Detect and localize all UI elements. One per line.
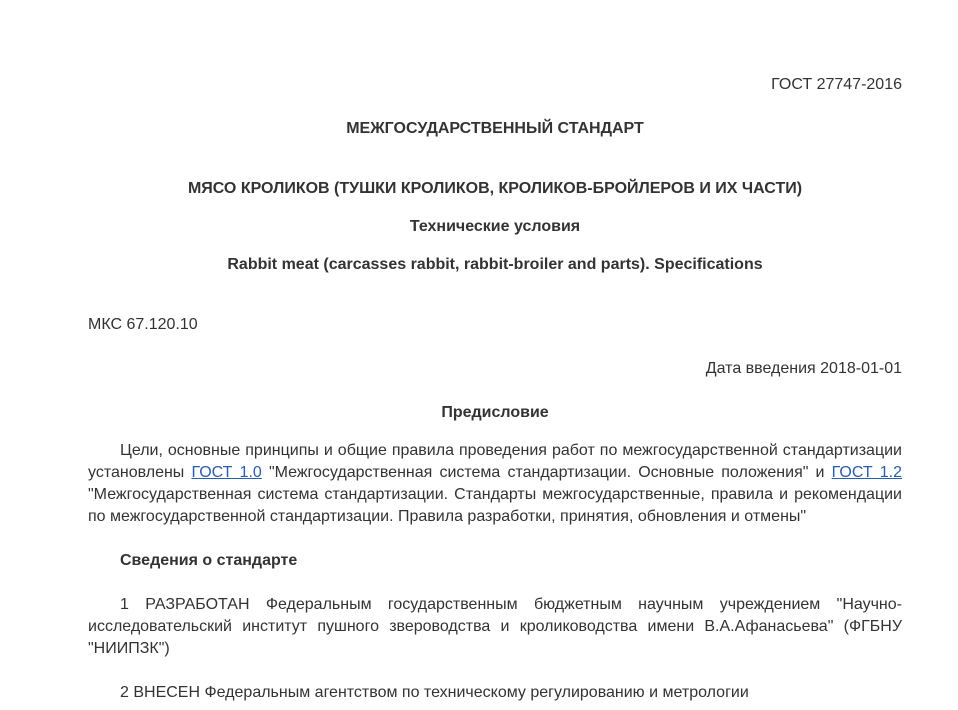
info-heading: Сведения о стандарте <box>120 552 298 569</box>
foreword-text-1: Цели, основные принципы и общие правила проведения работ по межгосударственной стандартизации установлены <box>88 442 902 481</box>
foreword-heading: Предисловие <box>441 404 549 421</box>
info-item-1: 1 РАЗРАБОТАН Федеральным государственным бюджетным научным учреждением "Научно-исследовательский институт пушного звероводства и кролиководства имени В.А.Афанасьева" (ФГБНУ "НИИПЗК") <box>88 596 902 657</box>
document-title: МЯСО КРОЛИКОВ (ТУШКИ КРОЛИКОВ, КРОЛИКОВ-БРОЙЛЕРОВ И ИХ ЧАСТИ) <box>187 180 803 197</box>
document-subtitle: Технические условия <box>409 218 581 235</box>
mks-code: МКС 67.120.10 <box>88 316 198 333</box>
info-item-2: 2 ВНЕСЕН Федеральным агентством по техническому регулированию и метрологии <box>120 684 749 701</box>
document-title-en: Rabbit meat (carcasses rabbit, rabbit-broiler and parts). Specifications <box>227 256 763 273</box>
gost-1-2-link[interactable]: ГОСТ 1.2 <box>831 464 902 481</box>
gost-1-0-link[interactable]: ГОСТ 1.0 <box>191 464 262 481</box>
standard-type: МЕЖГОСУДАРСТВЕННЫЙ СТАНДАРТ <box>346 120 644 137</box>
gost-number: ГОСТ 27747-2016 <box>771 76 902 93</box>
foreword-text-2: "Межгосударственная система стандартизации. Основные положения" и <box>261 464 832 481</box>
foreword-paragraph <box>88 440 902 528</box>
introduction-date: Дата введения 2018-01-01 <box>705 360 902 377</box>
foreword-text-3: "Межгосударственная система стандартизации. Стандарты межгосударственные, правила и рекомендации по межгосударственной стандартизации. Правила разработки, принятия, обновления и отмены" <box>88 486 902 525</box>
